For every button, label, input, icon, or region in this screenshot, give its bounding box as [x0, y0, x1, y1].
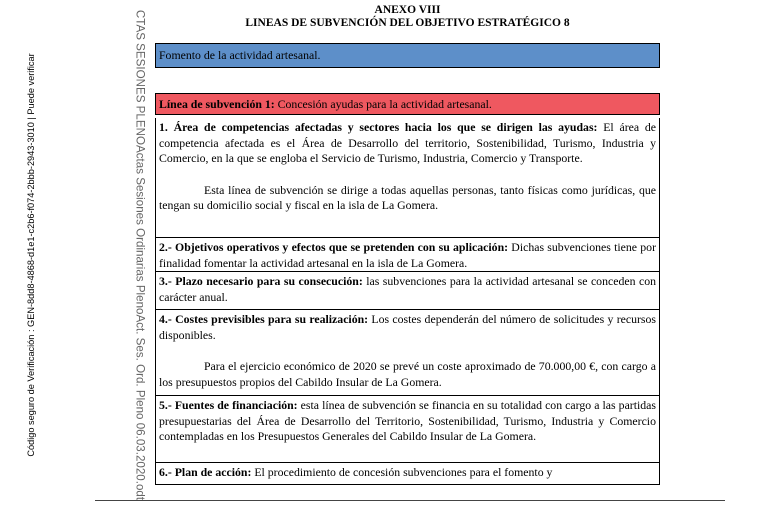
page-title: LINEAS DE SUBVENCIÓN DEL OBJETIVO ESTRATÉGICO 8: [245, 17, 570, 29]
subsidy-line-label: Línea de subvención 1:: [159, 97, 275, 111]
section-3-heading: 3.- Plazo necesario para su consecución:: [159, 274, 363, 288]
section-3: [155, 272, 660, 310]
section-1-text-2: Esta línea de subvención se dirige a todas aquellas personas, tanto físicas como jurídicas, que tengan su domicilio social y fiscal en la isla de La Gomera.: [159, 182, 656, 212]
verification-code-text: Código seguro de Verificación : GEN-8dd8-4868-d1e1-c2b6-f074-2bbb-2943-3010 | Puede verificar: [26, 52, 36, 457]
section-1-heading: 1. Área de competencias afectadas y sectores hacia los que se dirigen las ayudas:: [159, 120, 598, 134]
section-6-heading: 6.- Plan de acción:: [159, 465, 252, 479]
objective-box: [155, 43, 660, 68]
subsidy-line-text: Concesión ayudas para la actividad artesanal.: [274, 97, 492, 111]
document-path-sidebar: [128, 0, 152, 509]
verification-code-sidebar: [20, 0, 42, 509]
section-2-heading: 2.- Objetivos operativos y efectos que se pretenden con su aplicación:: [159, 240, 509, 254]
section-2: [155, 238, 660, 272]
section-4: [155, 310, 660, 396]
section-3-text: las subvenciones para la actividad artesanal se conceden con carácter anual.: [159, 274, 656, 304]
objective-text: Fomento de la actividad artesanal.: [159, 48, 321, 62]
section-5-heading: 5.- Fuentes de financiación:: [159, 398, 298, 412]
section-6: [155, 463, 660, 485]
annex-title: ANEXO VIII: [374, 4, 441, 16]
section-4-heading: 4.- Costes previsibles para su realización:: [159, 312, 369, 326]
section-4-text-2: Para el ejercicio económico de 2020 se prevé un coste aproximado de 70.000,00 €, con cargo a los presupuestos propios del Cabildo Insular de La Gomera.: [159, 359, 656, 389]
section-4-text: Los costes dependerán del número de solicitudes y recursos disponibles.: [159, 312, 657, 342]
section-1: [155, 118, 660, 238]
section-5-text: esta línea de subvención se financia en su totalidad con cargo a las partidas presupuestarias del Área de Desarrollo del Territorio, Sostenibilidad, Turismo, Industria y Comercio contempladas en los Presupuestos Generales del Cabildo Insular de La Gomera.: [159, 398, 657, 443]
section-2-text: Dichas subvenciones tiene por finalidad fomentar la actividad artesanal en la isla de La Gomera.: [159, 240, 657, 270]
document-path-text: CTAS SESIONES PLENOActas Sesiones Ordinarias PlenoAct. Ses. Ord. Pleno 06.03.2020.odt: [133, 9, 147, 500]
subsidy-line-box: [155, 93, 660, 115]
page-footer-divider: [95, 500, 725, 501]
section-6-text: El procedimiento de concesión subvenciones para el fomento y: [251, 465, 553, 479]
section-5: [155, 396, 660, 463]
section-1-text: El área de competencia afectada es el Área de Desarrollo del territorio, Sostenibilidad, Turismo, Industria y Comercio, en la que se engloba el Servicio de Turismo, Industria, Comercio y Transporte.: [159, 120, 656, 165]
